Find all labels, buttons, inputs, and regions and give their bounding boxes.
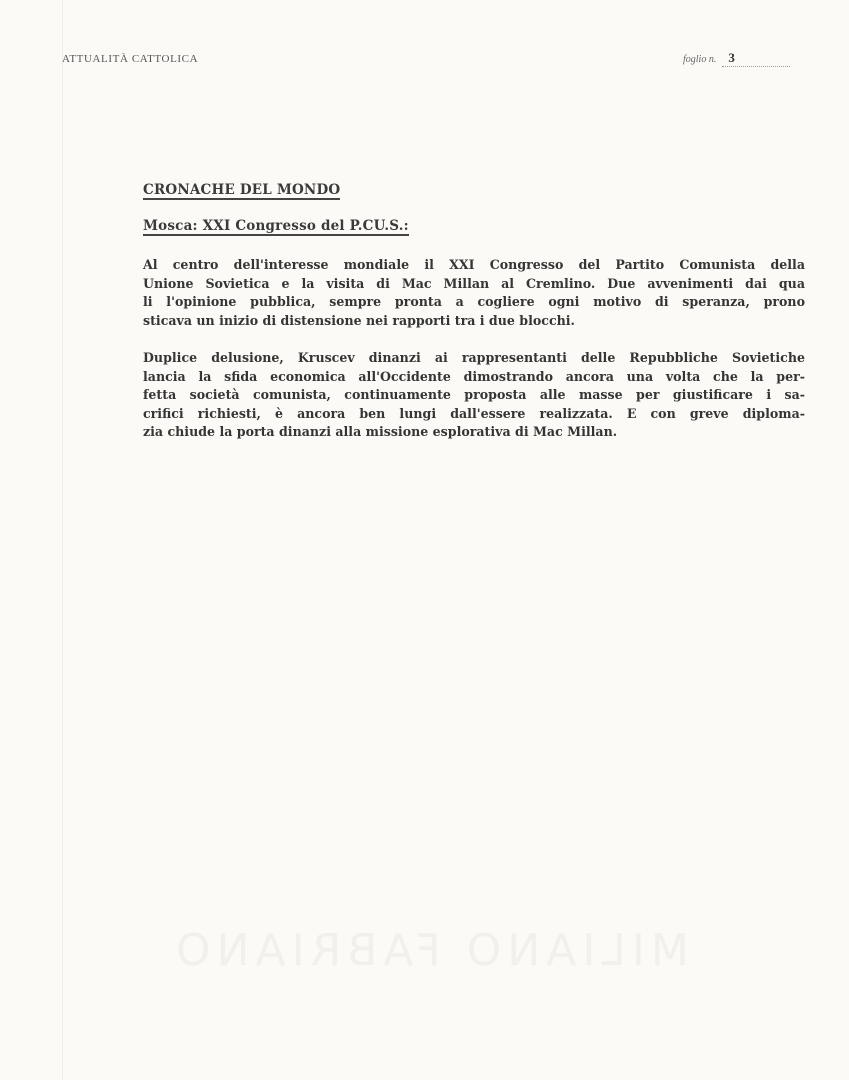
text-line: Duplice delusione, Kruscev dinanzi ai rappresentanti delle Repubbliche Sovietiche — [143, 350, 805, 365]
paragraph-1 — [143, 256, 805, 330]
text-line: li l'opinione pubblica, sempre pronta a cogliere ogni motivo di speranza, prono — [143, 294, 805, 309]
text-line: crifici richiesti, è ancora ben lungi dall'essere realizzata. E con greve diploma- — [143, 405, 805, 421]
paragraph-2 — [143, 349, 805, 442]
sheet-label: foglio n. — [683, 54, 717, 65]
sheet-number: 3 — [722, 50, 790, 67]
paper-edge — [62, 0, 63, 1080]
text-line: zia chiude la porta dinanzi alla missione esplorativa di Mac Millan. — [143, 424, 618, 439]
section-title: CRONACHE DEL MONDO — [143, 182, 341, 198]
paper-watermark: MILIANO FABRIANO — [170, 925, 689, 976]
publication-header: ATTUALITÀ CATTOLICA — [62, 53, 199, 65]
text-line: lancia la sfida economica all'Occidente dimostrando ancora una volta che la per- — [143, 368, 805, 384]
text-line: fetta società comunista, continuamente proposta alle masse per giustificare i sa- — [143, 387, 805, 402]
article-subtitle: Mosca: XXI Congresso del P.CU.S.: — [143, 218, 409, 234]
text-line: Al centro dell'interesse mondiale il XXI Congresso del Partito Comunista della — [143, 257, 805, 272]
text-line: sticava un inizio di distensione nei rapporti tra i due blocchi. — [143, 312, 575, 328]
sheet-number-field — [683, 50, 790, 67]
text-line: Unione Sovietica e la visita di Mac Millan al Cremlino. Due avvenimenti dai qua — [143, 275, 805, 291]
